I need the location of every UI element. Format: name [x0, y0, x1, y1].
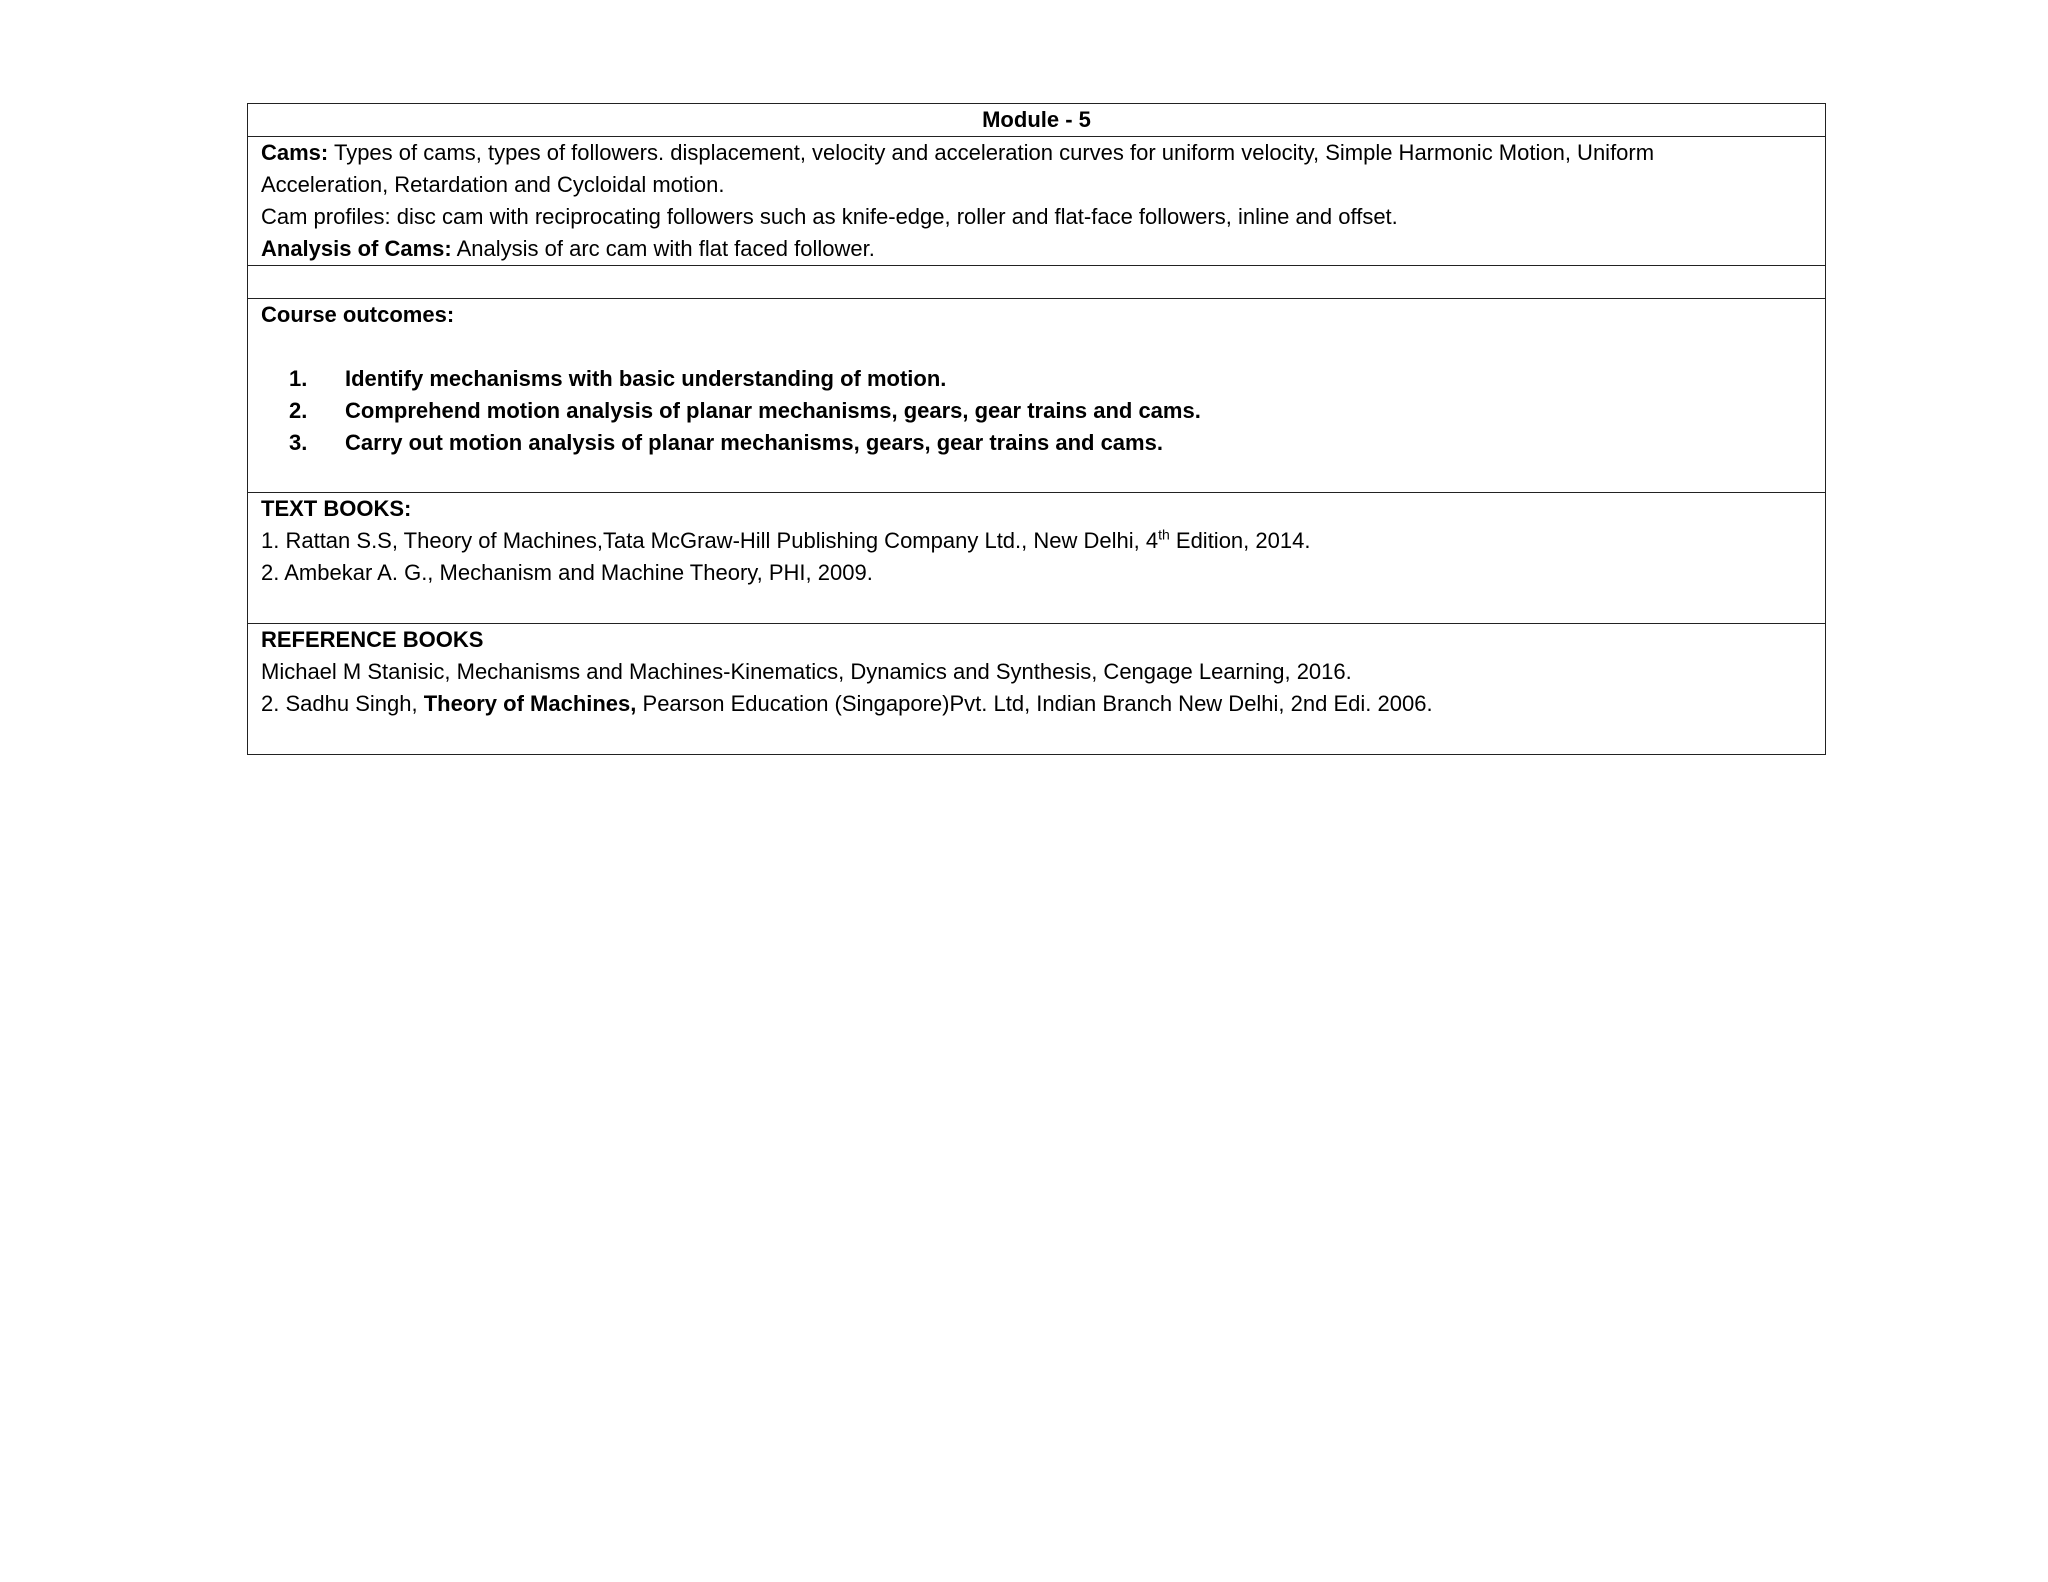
textbook-1-pre: 1. Rattan S.S, Theory of Machines,Tata McGraw-Hill Publishing Company Ltd., New Delhi, 4 [261, 528, 1159, 553]
cams-line-1 [261, 137, 1812, 169]
empty-cell [248, 266, 1826, 299]
cams-text-4: Analysis of arc cam with flat faced follower. [451, 236, 875, 261]
outcomes-heading: Course outcomes: [261, 302, 455, 327]
cams-line-2: Acceleration, Retardation and Cycloidal motion. [261, 172, 725, 197]
analysis-lead: Analysis of Cams: [261, 236, 452, 261]
refbooks-row [248, 624, 1826, 755]
list-item [261, 363, 1812, 395]
cams-line-4 [261, 233, 1812, 265]
module-row [248, 104, 1826, 137]
outcome-number: 2. [289, 398, 308, 423]
refbook-1: Michael M Stanisic, Mechanisms and Machines-Kinematics, Dynamics and Synthesis, Cengage Learning, 2016. [261, 659, 1352, 684]
outcomes-list [261, 363, 1812, 459]
cams-lead: Cams: [261, 140, 329, 165]
textbooks-content [248, 493, 1826, 624]
refbooks-heading: REFERENCE BOOKS [261, 627, 484, 652]
list-item [261, 395, 1812, 427]
cams-line-3: Cam profiles: disc cam with reciprocating followers such as knife-edge, roller and flat-face followers, inline and offset. [261, 204, 1398, 229]
outcomes-row [248, 299, 1826, 493]
textbook-1-sup: th [1158, 526, 1170, 543]
outcomes-content [248, 299, 1826, 493]
outcome-text: Comprehend motion analysis of planar mechanisms, gears, gear trains and cams. [345, 398, 1201, 423]
refbook-2-pre: 2. Sadhu Singh, [261, 691, 424, 716]
list-item [261, 427, 1812, 459]
textbooks-row [248, 493, 1826, 624]
refbooks-content [248, 624, 1826, 755]
refbook-2-title: Theory of Machines, [423, 691, 637, 716]
outcome-number: 1. [289, 366, 308, 391]
cams-content [248, 137, 1826, 266]
refbook-2 [261, 688, 1812, 720]
textbook-1 [261, 525, 1812, 557]
refbook-2-post: Pearson Education (Singapore)Pvt. Ltd, Indian Branch New Delhi, 2nd Edi. 2006. [636, 691, 1433, 716]
textbook-2: 2. Ambekar A. G., Mechanism and Machine Theory, PHI, 2009. [261, 560, 873, 585]
cams-row [248, 137, 1826, 266]
outcome-number: 3. [289, 430, 308, 455]
textbooks-heading: TEXT BOOKS: [261, 496, 412, 521]
outcome-text: Carry out motion analysis of planar mechanisms, gears, gear trains and cams. [345, 430, 1163, 455]
textbook-1-post: Edition, 2014. [1169, 528, 1311, 553]
module-title: Module - 5 [248, 104, 1826, 137]
cams-text-1: Types of cams, types of followers. displacement, velocity and acceleration curves for uniform velocity, Simple Harmonic Motion, Uniform [328, 140, 1655, 165]
syllabus-table [247, 103, 1826, 755]
empty-row [248, 266, 1826, 299]
outcome-text: Identify mechanisms with basic understanding of motion. [345, 366, 947, 391]
